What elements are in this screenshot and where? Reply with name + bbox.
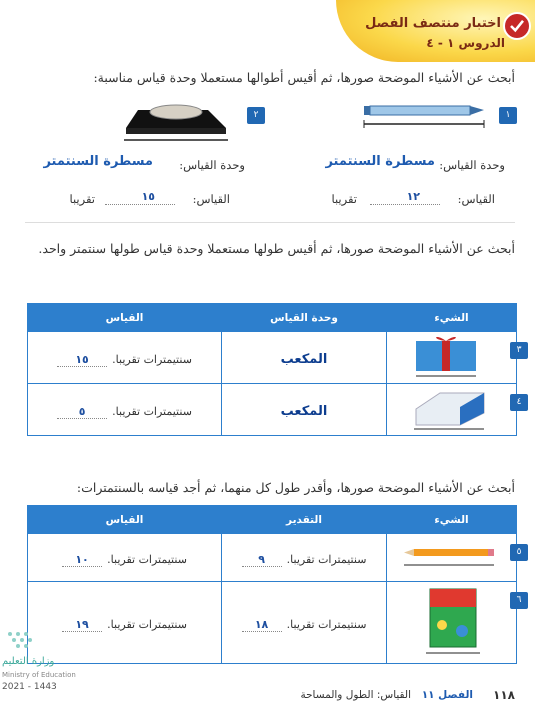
instruction-3: أبحث عن الأشياء الموضحة صورها، وأقدر طول كل منهما، ثم أجد قياسه بالسنتمترات: (76, 480, 515, 495)
eraser-image (406, 385, 496, 431)
table-row: ٦ سنتيمترات تقريبا. ١٨ سنتيمترات تقريبا. ١٩ (28, 582, 517, 664)
measure-label: القياس: (192, 192, 230, 206)
measure-answer: ١٠ (62, 553, 102, 567)
col-unit: وحدة القياس (222, 304, 387, 332)
item-number: ١ (499, 107, 517, 124)
measure-table-2 (27, 505, 522, 664)
unit-label: وحدة القياس: (439, 158, 505, 172)
measure-answer: ١٥ (57, 353, 107, 367)
table-row: ٥ سنتيمترات تقريبا. ٩ سنتيمترات تقريبا. ١٠ (28, 534, 517, 582)
table-row: ٤ المكعب سنتيمترات تقريبا. ٥ (28, 384, 517, 436)
table-row: ٣ المكعب سنتيمترات تقريبا. ١٥ (28, 332, 517, 384)
measure-label: القياس: (457, 192, 495, 206)
col-measure: القياس (28, 506, 222, 534)
measure-value: ١٢ (406, 190, 420, 203)
edition-year: 2021 - 1443 (2, 682, 57, 692)
measure-value: ١٥ (141, 190, 155, 203)
estimate-answer: ١٨ (242, 618, 282, 632)
approx-label: تقريبا (69, 192, 95, 206)
col-object: الشيء (387, 304, 517, 332)
lessons-subtitle: الدروس ١ - ٤ (426, 36, 505, 50)
unit-label: وحدة القياس: (179, 158, 245, 172)
page-number: ١١٨ (493, 688, 515, 702)
unit-value: مسطرة السنتمتر (43, 154, 153, 169)
chapter-label: الفصل ١١ (421, 689, 473, 701)
measure-answer: ١٩ (62, 618, 102, 632)
ministry-name-en: Ministry of Education (2, 671, 76, 679)
measure-answer: ٥ (57, 405, 107, 419)
pencil-image (400, 541, 500, 571)
checkmark-icon (503, 12, 531, 40)
measure-table-1 (27, 303, 522, 436)
gift-box-image (406, 333, 496, 379)
crayon-image (360, 100, 490, 132)
instruction-1: أبحث عن الأشياء الموضحة صورها، ثم أقيس أطوالها مستعملا وحدة قياس مناسبة: (93, 70, 515, 85)
approx-label: تقريبا (331, 192, 357, 206)
instruction-2: أبحث عن الأشياء الموضحة صورها، ثم أقيس طولها مستعملا وحدة قياس طولها سنتمتر واحد. (38, 241, 515, 256)
item-number: ٢ (247, 107, 265, 124)
ministry-name: وزارة التعليم (2, 656, 55, 667)
book-image (418, 585, 488, 657)
col-measure: القياس (28, 304, 222, 332)
test-title: اختبار منتصف الفصل (365, 16, 501, 31)
unit-answer: المكعب (280, 352, 328, 367)
col-object: الشيء (387, 506, 517, 534)
unit-answer: المكعب (280, 404, 328, 419)
unit-value: مسطرة السنتمتر (325, 154, 435, 169)
tape-dispenser-image (118, 98, 238, 144)
chapter-topic: القياس: الطول والمساحة (300, 689, 411, 701)
estimate-answer: ٩ (242, 553, 282, 567)
ministry-logo-icon (2, 628, 62, 652)
col-estimate: التقدير (222, 506, 387, 534)
